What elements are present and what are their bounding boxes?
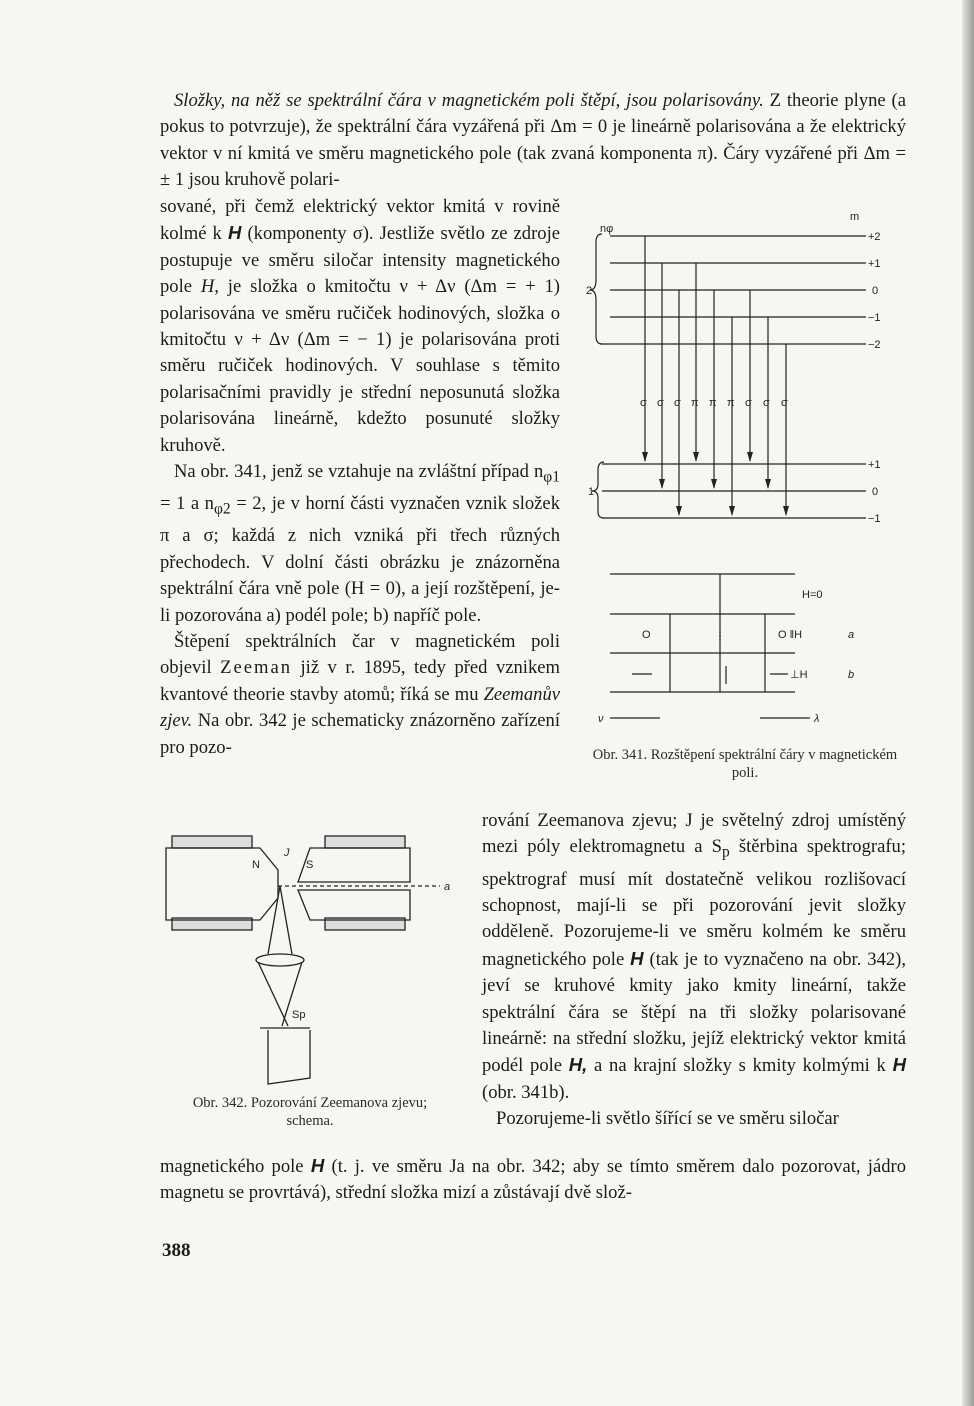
- figure-342-diagram: [160, 826, 460, 1091]
- transition-label: σ: [674, 397, 681, 409]
- text-r-f: Pozorujeme-li světlo šířící se ve směru siločar: [496, 1108, 839, 1130]
- text-341-b: = 1 a n: [160, 493, 214, 515]
- paragraph-top-text: Z theorie plyne (a pokus to potvrzuje), že spektrální čára vyzářená při Δm = 0 je lineárně polarisována a že elektrický vektor v ní kmitá ve směru magnetického pole (tak zvaná komponenta π). Čáry vyzářené při Δm = ± 1 jsou kruhově polari-: [160, 90, 906, 191]
- transition-label: σ: [781, 397, 788, 409]
- transition-label: π: [691, 397, 699, 409]
- symbol-H: H: [630, 947, 644, 969]
- label-a: a: [848, 629, 855, 641]
- label-N: N: [252, 859, 260, 871]
- label-J: J: [284, 847, 290, 859]
- label-n-upper: 2: [586, 285, 593, 297]
- level-minus2: −2: [868, 339, 881, 351]
- axis-nu: ν: [598, 713, 604, 725]
- label-b: b: [848, 669, 855, 681]
- page-number: 388: [162, 1240, 191, 1261]
- text-341-a: Na obr. 341, jenž se vztahuje na zvláštní případ n: [174, 461, 544, 483]
- page-edge: [962, 0, 974, 1406]
- label-Sp: Sp: [292, 1009, 306, 1021]
- transition-label: π: [709, 397, 717, 409]
- caption-341: Obr. 341. Rozštěpení spektrální čáry v magnetickém poli.: [592, 747, 898, 781]
- figure-342: [160, 826, 460, 1091]
- name-zeeman: Zeeman: [220, 657, 293, 679]
- symbol-H: H: [310, 1155, 325, 1176]
- lower-level-minus1: −1: [868, 513, 881, 525]
- text-bottom-a: magnetického pole: [160, 1156, 311, 1177]
- sub-phi1: φ1: [543, 468, 560, 486]
- text-r-b: štěrbina spektrografu; spektrograf musí mít dostatečně velikou rozlišovací schopnost, mají-li se při pozorování jevit složky odděleně. Pozorujeme-li ve směru kolmém ke směru magnetického pole: [482, 836, 906, 970]
- label-n-lower: 1: [588, 486, 595, 498]
- sub-p: p: [721, 844, 730, 862]
- text-r-d: a na krajní složky s kmity kolmými k: [587, 1055, 893, 1077]
- symbol-H: H: [892, 1054, 906, 1076]
- text-z-a: Štěpení spektrálních čar v magnetickém poli objevil: [160, 630, 560, 679]
- left-column: [160, 194, 560, 761]
- label-S: S: [306, 859, 314, 871]
- transition-label: σ: [745, 397, 752, 409]
- text-b: (komponenty σ). Jestliže světlo ze zdroje postupuje ve směru siločar intensity magnetického pole: [160, 223, 560, 298]
- text-c: je složka o kmitočtu ν + Δν (Δm = + 1) polarisována ve směru ručiček hodinových, složka o kmitočtu ν + Δν (Δm = − 1) je polarisována proti směru ručiček hodinových. V souhlase s těmito polarisačními pravidly je střední neposunutá složka polarisována lineárně, kdežto posunuté složky kruhově.: [160, 276, 560, 456]
- label-parallel-H: O ‖H: [778, 629, 803, 641]
- lower-level-0: 0: [872, 486, 879, 498]
- paragraph-top: [160, 88, 906, 194]
- text-z-b: již v r. 1895, tedy před vznikem kvantové theorie stavby atomů; říká se mu: [160, 657, 560, 705]
- term-zeeman-effect: Zeemanův zjev.: [160, 683, 560, 732]
- transition-label: σ: [763, 397, 770, 409]
- transition-label: σ: [640, 397, 647, 409]
- caption-342: Obr. 342. Pozorování Zeemanova zjevu; schema.: [192, 1095, 428, 1129]
- symbol-H-italic: H,: [200, 276, 219, 298]
- sub-phi2: φ2: [213, 500, 231, 518]
- level-minus1: −1: [868, 312, 881, 324]
- label-n-phi: nφ: [600, 223, 614, 235]
- text-r-e: (obr. 341b).: [482, 1081, 570, 1103]
- figure-341-diagram: [580, 206, 910, 746]
- text-z-c: Na obr. 342 je schematicky znázorněno zařízení pro pozo-: [160, 710, 560, 758]
- label-a-342: a: [444, 881, 451, 893]
- paragraph-bottom: [160, 1153, 906, 1207]
- paragraph-341: [160, 459, 560, 629]
- text-a: sované, při čemž elektrický vektor kmitá v rovině kolmé k: [160, 196, 560, 245]
- text-r-c: (tak je to vyznačeno na obr. 342), jeví se kruhové kmity jako kmity lineární, takže spektrální čára se štěpí na tři složky polarisované lineárně: na střední složku, jejíž elektrický vektor kmitá podél pole: [482, 948, 907, 1077]
- italic-thesis: Složky, na něž se spektrální čára v magnetickém poli štěpí, jsou polarisovány.: [174, 90, 764, 111]
- paragraph-zeeman: [160, 629, 560, 761]
- text-341-c: = 2, je v horní části vyznačen vznik složek π a σ; každá z nich vzniká při třech různých přechodech. V dolní části obrázku je znázorněna spektrální čára vně pole (H = 0), a její rozštěpení, je-li pozorována a) podél pole; b) napříč pole.: [160, 493, 560, 626]
- transition-label: σ: [657, 397, 664, 409]
- level-plus2: +2: [868, 231, 881, 243]
- axis-lambda: λ: [814, 713, 820, 725]
- figure-341: [580, 206, 910, 796]
- label-perp-H: ⊥H: [790, 669, 808, 681]
- level-plus1: +1: [868, 258, 881, 270]
- text-r-a: rování Zeemanova zjevu; J je světelný zdroj umístěný mezi póly elektromagnetu a S: [482, 810, 906, 858]
- transition-label: π: [727, 397, 735, 409]
- level-0: 0: [872, 285, 879, 297]
- circle-symbol: O: [642, 629, 651, 641]
- symbol-H: H: [227, 222, 242, 244]
- right-column: [482, 808, 906, 1133]
- symbol-H: H,: [568, 1054, 588, 1076]
- lower-level-plus1: +1: [868, 459, 881, 471]
- label-m: m: [850, 211, 860, 223]
- text-bottom-b: (t. j. ve směru Ja na obr. 342; aby se tímto směrem dalo pozorovat, jádro magnetu se provrtává), střední složka mizí a zůstávají dvě slož-: [160, 1156, 906, 1204]
- label-h0: H=0: [802, 589, 823, 601]
